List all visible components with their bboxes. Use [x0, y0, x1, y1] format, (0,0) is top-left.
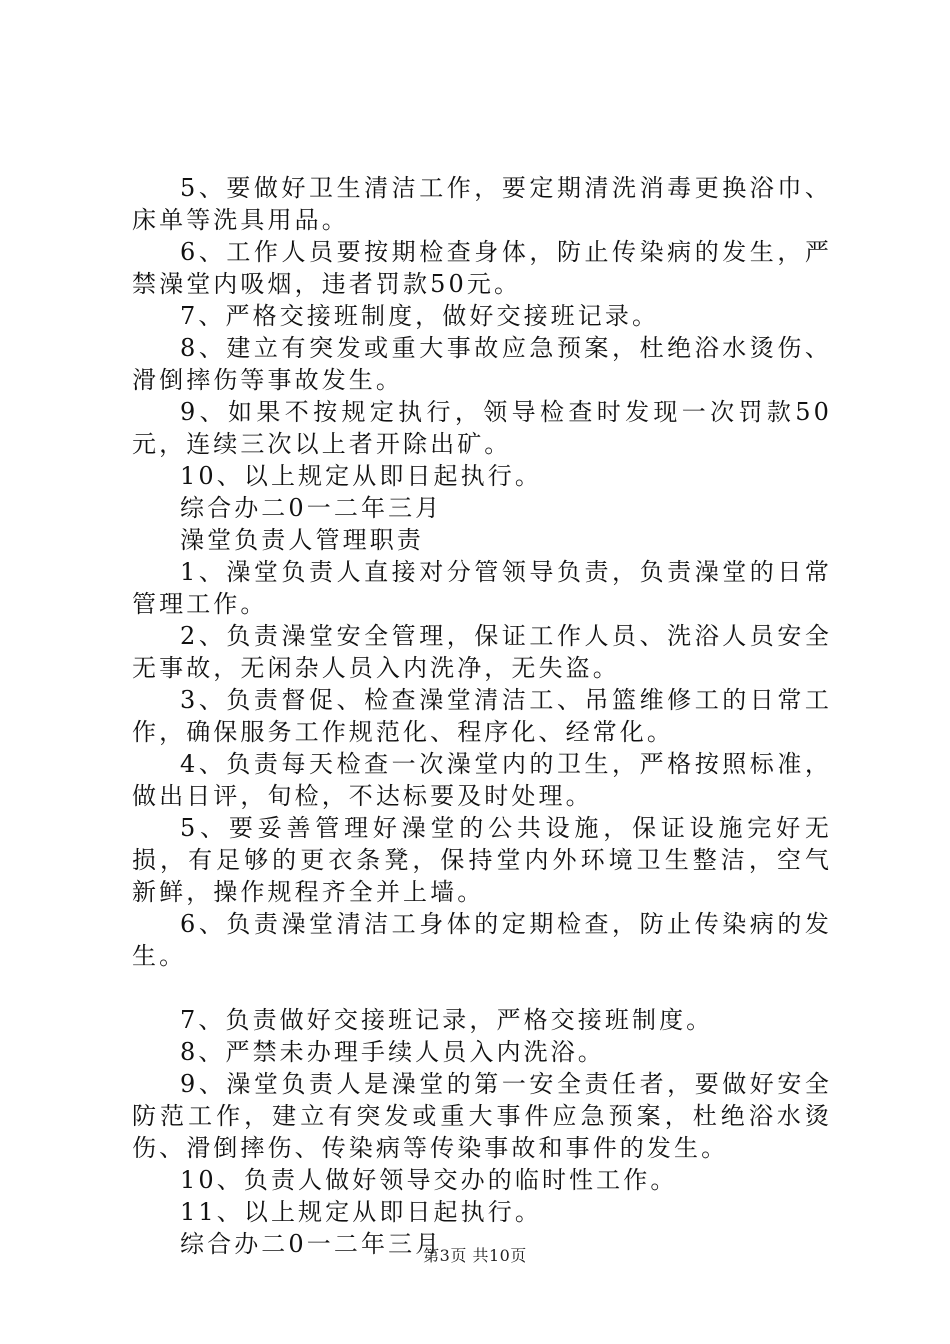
- section-heading: 澡堂负责人管理职责: [180, 526, 424, 554]
- paragraph-item-10-effective: 10、以上规定从即日起执行。: [180, 462, 542, 490]
- duty-item-1: 1、澡堂负责人直接对分管领导负责，负责澡堂的日常管理工作。: [132, 558, 832, 618]
- duty-item-9: 9、澡堂负责人是澡堂的第一安全责任者，要做好安全防范工作，建立有突发或重大事件应急预案，杜绝浴水烫伤、滑倒摔伤、传染病等传染事故和事件的发生。: [132, 1070, 832, 1162]
- duty-item-3: 3、负责督促、检查澡堂清洁工、吊篮维修工的日常工作，确保服务工作规范化、程序化、经常化。: [132, 686, 832, 746]
- duty-item-10: 10、负责人做好领导交办的临时性工作。: [180, 1166, 678, 1194]
- paragraph-item-5-hygiene: 5、要做好卫生清洁工作，要定期清洗消毒更换浴巾、床单等洗具用品。: [132, 174, 832, 234]
- signature-office-date-2: 综合办二0一二年三月: [180, 1230, 443, 1258]
- duty-item-2: 2、负责澡堂安全管理，保证工作人员、洗浴人员安全无事故，无闲杂人员入内洗净，无失盗。: [132, 622, 832, 682]
- paragraph-item-8-emergency-plan: 8、建立有突发或重大事故应急预案，杜绝浴水烫伤、滑倒摔伤等事故发生。: [132, 334, 832, 394]
- blank-line: [132, 972, 832, 1004]
- duty-item-6: 6、负责澡堂清洁工身体的定期检查，防止传染病的发生。: [132, 910, 832, 970]
- document-body: [132, 172, 832, 1260]
- paragraph-item-7-shift-handover: 7、严格交接班制度，做好交接班记录。: [180, 302, 660, 330]
- duty-item-5: 5、要妥善管理好澡堂的公共设施，保证设施完好无损，有足够的更衣条凳，保持堂内外环境卫生整洁，空气新鲜，操作规程齐全并上墙。: [132, 814, 832, 906]
- page-number-footer: 第3页 共10页: [423, 1246, 527, 1265]
- signature-office-date: 综合办二0一二年三月: [180, 494, 443, 522]
- duty-item-8: 8、严禁未办理手续人员入内洗浴。: [180, 1038, 605, 1066]
- duty-item-11: 11、以上规定从即日起执行。: [180, 1198, 542, 1226]
- paragraph-item-6-health-check: 6、工作人员要按期检查身体，防止传染病的发生，严禁澡堂内吸烟，违者罚款50元。: [132, 238, 832, 298]
- paragraph-item-9-penalty: 9、如果不按规定执行，领导检查时发现一次罚款50元，连续三次以上者开除出矿。: [132, 398, 832, 458]
- duty-item-4: 4、负责每天检查一次澡堂内的卫生，严格按照标准，做出日评，旬检，不达标要及时处理。: [132, 750, 832, 810]
- duty-item-7: 7、负责做好交接班记录，严格交接班制度。: [180, 1006, 714, 1034]
